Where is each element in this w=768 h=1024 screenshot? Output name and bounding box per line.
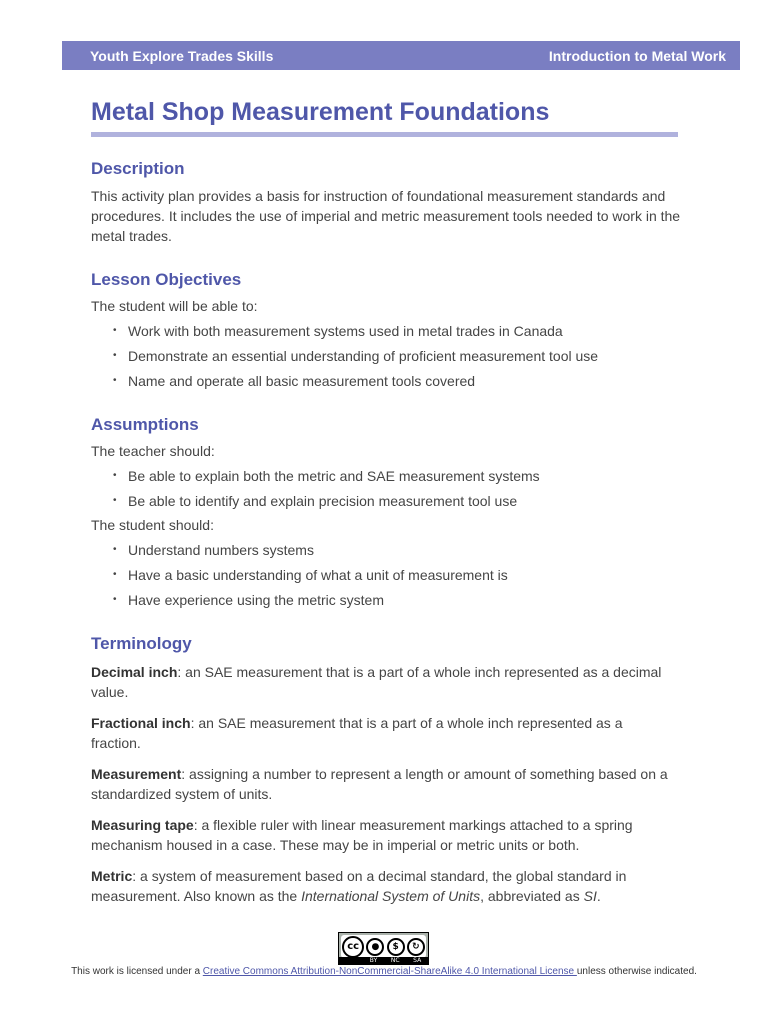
- badge-label: BY: [369, 957, 378, 964]
- term-definition: : a system of measurement based on a decimal standard, the global standard in measurement. Also known as the: [91, 868, 627, 904]
- header-program-title: Youth Explore Trades Skills: [90, 48, 274, 64]
- term-entry: [91, 662, 671, 702]
- header-bar: [62, 41, 740, 70]
- license-suffix: unless otherwise indicated.: [576, 966, 697, 977]
- list-item: • Understand numbers systems: [91, 540, 691, 560]
- term-definition: : assigning a number to represent a length or amount of something based on a standardized system of units.: [91, 766, 668, 802]
- term-entry: [91, 866, 671, 906]
- term-definition: , abbreviated as: [480, 888, 584, 904]
- page-title: Metal Shop Measurement Foundations: [91, 98, 550, 126]
- license-notice: [0, 966, 768, 977]
- list-item: • Have experience using the metric system: [91, 590, 691, 610]
- objectives-list: [91, 321, 691, 391]
- term-name: Decimal inch: [91, 664, 178, 680]
- student-list: [91, 540, 691, 610]
- attribution-icon: ●: [366, 938, 384, 956]
- list-item: • Work with both measurement systems used in metal trades in Canada: [91, 321, 691, 341]
- term-definition: : an SAE measurement that is a part of a whole inch represented as a decimal value.: [91, 664, 662, 700]
- term-entry: [91, 713, 671, 753]
- terminology-heading: Terminology: [91, 634, 192, 653]
- title-underline: [91, 132, 678, 137]
- term-entry: [91, 764, 671, 804]
- term-name: Metric: [91, 868, 133, 884]
- description-text: This activity plan provides a basis for instruction of foundational measurement standards and procedures. It includes the use of imperial and metric measurement tools needed to work in the metal trades.: [91, 188, 681, 244]
- objectives-heading: Lesson Objectives: [91, 270, 242, 289]
- creative-commons-icon: cc: [342, 936, 364, 958]
- terminology-list: [91, 662, 691, 906]
- teacher-intro: The teacher should:: [91, 443, 215, 459]
- term-emphasis: International System of Units: [301, 888, 481, 904]
- student-intro: The student should:: [91, 517, 214, 533]
- term-entry: [91, 815, 671, 855]
- sharealike-icon: ↻: [407, 938, 425, 956]
- cc-badge-labels: [339, 957, 428, 964]
- document-content: [91, 92, 691, 906]
- cc-badge-icons: [341, 935, 426, 958]
- list-item: • Have a basic understanding of what a unit of measurement is: [91, 565, 691, 585]
- badge-label: NC: [390, 957, 400, 964]
- term-name: Measurement: [91, 766, 182, 782]
- header-module-title: Introduction to Metal Work: [548, 48, 726, 64]
- license-prefix: This work is licensed under a: [71, 966, 203, 977]
- description-heading: Description: [91, 159, 185, 178]
- term-definition: .: [596, 888, 601, 904]
- term-name: Measuring tape: [91, 817, 194, 833]
- badge-label: SA: [413, 957, 422, 964]
- list-item: • Be able to identify and explain precision measurement tool use: [91, 491, 691, 511]
- cc-license-badge[interactable]: [338, 932, 429, 965]
- assumptions-heading: Assumptions: [91, 415, 199, 434]
- objectives-intro: The student will be able to:: [91, 298, 258, 314]
- term-name: Fractional inch: [91, 715, 191, 731]
- license-link[interactable]: Creative Commons Attribution-NonCommercial-ShareAlike 4.0 International License: [202, 966, 577, 977]
- list-item: • Demonstrate an essential understanding of proficient measurement tool use: [91, 346, 691, 366]
- teacher-list: [91, 466, 691, 511]
- term-definition: : an SAE measurement that is a part of a whole inch represented as a fraction.: [91, 715, 623, 751]
- noncommercial-icon: $: [387, 938, 405, 956]
- term-definition: : a flexible ruler with linear measurement markings attached to a spring mechanism housed in a case. These may be in imperial or metric units or both.: [91, 817, 633, 853]
- list-item: • Name and operate all basic measurement tools covered: [91, 371, 691, 391]
- term-emphasis: SI: [583, 888, 597, 904]
- list-item: • Be able to explain both the metric and SAE measurement systems: [91, 466, 691, 486]
